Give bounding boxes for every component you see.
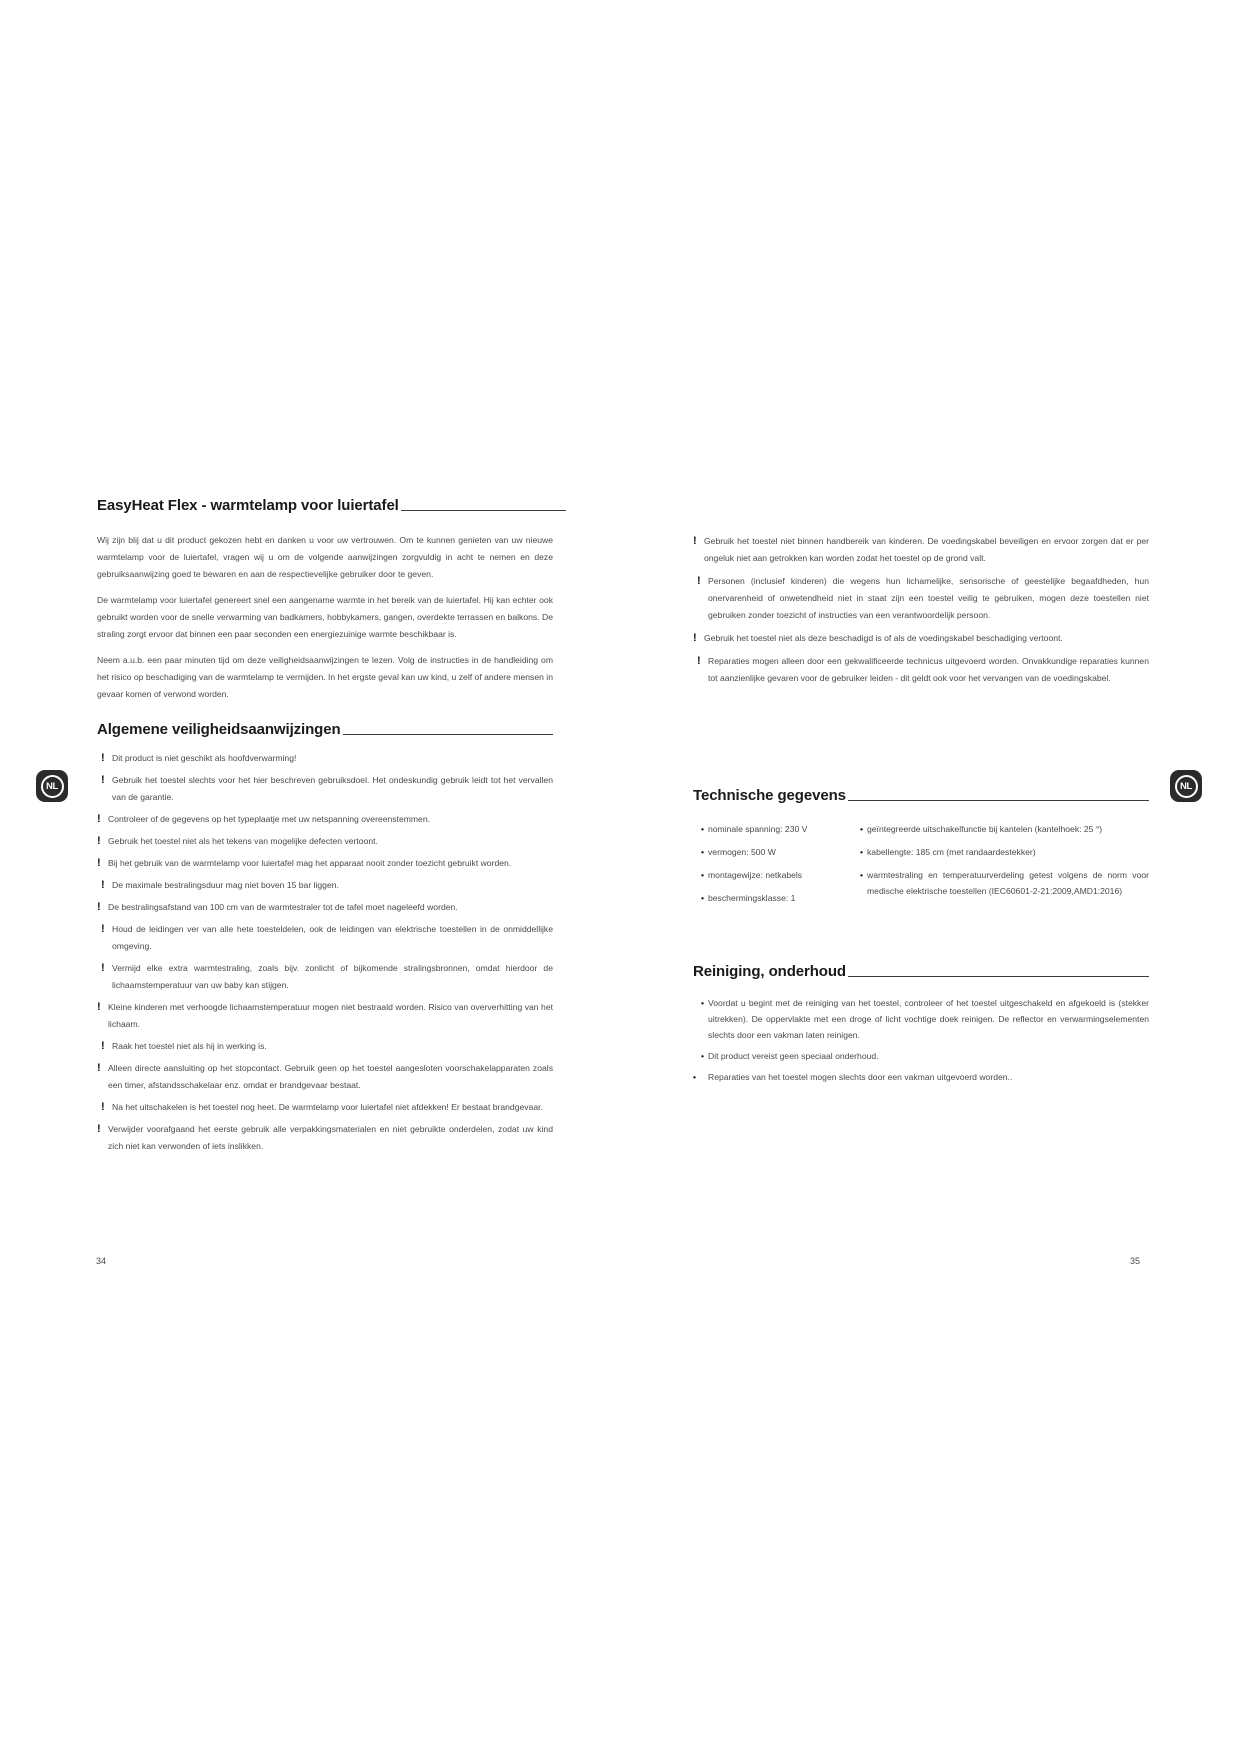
tech-item-text: vermogen: 500 W [708,847,776,857]
warning-icon: ! [101,962,105,974]
tech-item-text: geïntegreerde uitschakelfunctie bij kantelen (kantelhoek: 25 °) [867,824,1103,834]
safety-item [97,1038,553,1055]
safety-section [97,721,553,1160]
safety-item [97,921,553,955]
warning-icon: ! [97,1123,101,1135]
bullet-icon: • [860,870,864,880]
cleaning-item [693,1048,1149,1064]
tech-column [701,821,860,913]
bullet-icon: • [701,824,705,834]
warning-icon: ! [697,655,701,667]
safety-list [97,750,553,1155]
tech-item [701,890,860,906]
cleaning-item-text: Dit product vereist geen speciaal onderhoud. [708,1051,879,1061]
safety-item [97,1099,553,1116]
warning-icon: ! [693,632,697,644]
tech-grid [693,821,1149,913]
page-title: EasyHeat Flex - warmtelamp voor luiertafel [97,497,399,514]
tech-heading: Technische gegevens [693,787,846,804]
cleaning-item [693,1069,1149,1085]
tech-item [860,821,1149,837]
safety-item-text: Verwijder voorafgaand het eerste gebruik alle verpakkingsmaterialen en niet gebruikte onderdelen, zodat uw kind zich niet kan verwonden of iets inslikken. [108,1124,553,1151]
heading-rule [848,800,1149,801]
heading-rule [343,734,553,735]
cleaning-item-text: Reparaties van het toestel mogen slechts door een vakman uitgevoerd worden.. [708,1072,1013,1082]
warning-item [693,533,1149,567]
warning-icon: ! [97,835,101,847]
bullet-icon: • [701,998,705,1008]
warning-icon: ! [101,752,105,764]
safety-item-text: Gebruik het toestel slechts voor het hier beschreven gebruiksdoel. Het ondeskundig gebruik leidt tot het vervallen van de garantie. [112,775,553,802]
heading-rule [848,976,1149,977]
safety-item [97,855,553,872]
intro-paragraph: De warmtelamp voor luiertafel genereert snel een aangename warmte in het bereik van de luiertafel. Hij kan echter ook gebruikt worden voor de snelle verwarming van badkamers, hobbykamers, gangen, overdekte terrassen en balkons. De straling zorgt ervoor dat binnen een paar seconden een energiezuinige warmte beschikbaar is. [97,595,553,639]
tech-item-text: montagewijze: netkabels [708,870,803,880]
cleaning-list [693,995,1149,1085]
safety-item-text: Gebruik het toestel niet als het tekens van mogelijke defecten vertoont. [108,836,378,846]
safety-item [97,960,553,994]
bullet-icon: • [701,893,705,903]
safety-item-text: Raak het toestel niet als hij in werking is. [112,1041,267,1051]
safety-item [97,811,553,828]
tech-item-text: nominale spanning: 230 V [708,824,808,834]
tech-item [860,867,1149,899]
safety-item-text: Kleine kinderen met verhoogde lichaamstemperatuur mogen niet bestraald worden. Risico van oververhitting van het lichaam. [108,1002,553,1029]
safety-item-text: Controleer of de gegevens op het typeplaatje met uw netspanning overeenstemmen. [108,814,430,824]
warning-icon: ! [97,857,101,869]
warning-icon: ! [97,1062,101,1074]
warning-icon: ! [101,774,105,786]
intro-paragraph: Neem a.u.b. een paar minuten tijd om deze veiligheidsaanwijzingen te lezen. Volg de instructies in de handleiding om het risico op beschadiging van de warmtelamp te vermijden. In het ergste geval kan uw kind, u zelf of andere mensen in gevaar komen of verwond worden. [97,655,553,699]
right-warnings-list [693,533,1149,687]
right-page [693,497,1149,1082]
tech-item [860,844,1149,860]
cleaning-item-text: Voordat u begint met de reiniging van het toestel, controleer of het toestel uitgeschakeld en afgekoeld is (stekker uitrekken). De oppervlakte met een droge of licht vochtige doek reinigen. De reflector en verwarmingselementen slechts door een vakman laten reinigen. [708,998,1149,1040]
safety-item-text: Dit product is niet geschikt als hoofdverwarming! [112,753,297,763]
cleaning-heading-row [693,963,1149,980]
warning-icon: ! [697,575,701,587]
warning-icon: ! [101,1040,105,1052]
page-number: 35 [1130,1256,1141,1266]
bullet-icon: • [701,847,705,857]
safety-item-text: Alleen directe aansluiting op het stopcontact. Gebruik geen op het toestel aangesloten voorschakelapparaten zoals een timer, afstandsschakelaar enz. omdat er brandgevaar bestaat. [108,1063,553,1090]
bullet-icon: • [693,1072,697,1082]
warning-item [693,573,1149,624]
tech-item [701,821,860,837]
warning-item-text: Gebruik het toestel niet als deze beschadigd is of als de voedingskabel beschadiging vertoont. [704,633,1063,643]
bullet-icon: • [860,824,864,834]
warning-icon: ! [97,813,101,825]
cleaning-item [693,995,1149,1043]
warning-icon: ! [693,535,697,547]
title-row [97,497,553,514]
warning-icon: ! [101,1101,105,1113]
safety-item [97,999,553,1033]
tech-item-text: kabellengte: 185 cm (met randaardestekker) [867,847,1036,857]
language-badge-label: NL [41,775,64,798]
warning-item [693,630,1149,647]
left-page [97,497,553,1151]
safety-item-text: Bij het gebruik van de warmtelamp voor luiertafel mag het apparaat nooit zonder toezicht gebruikt worden. [108,858,512,868]
warning-icon: ! [97,901,101,913]
tech-heading-row [693,787,1149,804]
safety-item-text: Vermijd elke extra warmtestraling, zoals bijv. zonlicht of bijkomende stralingsbronnen, omdat hierdoor de lichaamstemperatuur van uw baby kan stijgen. [112,963,553,990]
warning-icon: ! [101,923,105,935]
safety-item-text: Na het uitschakelen is het toestel nog heet. De warmtelamp voor luiertafel niet afdekken! Er bestaat brandgevaar. [112,1102,543,1112]
safety-item [97,1121,553,1155]
bullet-icon: • [701,870,705,880]
safety-item-text: De maximale bestralingsduur mag niet boven 15 bar liggen. [112,880,339,890]
bullet-icon: • [701,1051,705,1061]
intro-paragraph: Wij zijn blij dat u dit product gekozen hebt en danken u voor uw vertrouwen. Om te kunnen genieten van uw nieuwe warmtelamp voor de luiertafel, vragen wij u om de volgende aanwijzingen zorgvuldig in acht te nemen en deze gebruiksaanwijzing goed te bewaren en aan de respectievelijke gebruiker door te geven. [97,535,553,579]
language-badge-label: NL [1175,775,1198,798]
warning-item-text: Gebruik het toestel niet binnen handbereik van kinderen. De voedingskabel beveiligen en ervoor zorgen dat er per ongeluk niet aan getrokken kan worden zodat het toestel op de grond valt. [704,536,1149,563]
language-badge [36,770,68,802]
tech-item-text: beschermingsklasse: 1 [708,893,796,903]
tech-item-text: warmtestraling en temperatuurverdeling getest volgens de norm voor medische elektrische toestellen (IEC60601-2-21:2009,AMD1:2016) [867,870,1149,896]
warning-icon: ! [97,1001,101,1013]
warning-item-text: Reparaties mogen alleen door een gekwalificeerde technicus uitgevoerd worden. Onvakkundige reparaties kunnen tot aanzienlijke gevaren voor de gebruiker leiden - dit geldt ook voor het vervangen van de voedingskabel. [708,656,1149,683]
safety-item [97,833,553,850]
safety-item-text: De bestralingsafstand van 100 cm van de warmtestraler tot de tafel moet nageleefd worden. [108,902,458,912]
safety-item [97,877,553,894]
safety-item [97,772,553,806]
safety-item-text: Houd de leidingen ver van alle hete toesteldelen, ook de leidingen van elektrische toestellen in de onmiddellijke omgeving. [112,924,553,951]
safety-heading-row [97,721,553,738]
tech-column [860,821,1149,913]
cleaning-section [693,963,1149,1090]
safety-item [97,750,553,767]
safety-heading: Algemene veiligheidsaanwijzingen [97,721,341,738]
safety-item [97,1060,553,1094]
warning-item [693,653,1149,687]
title-rule [401,510,566,511]
cleaning-heading: Reiniging, onderhoud [693,963,846,980]
safety-item [97,899,553,916]
tech-item [701,844,860,860]
intro-section [97,532,553,703]
tech-item [701,867,860,883]
language-badge [1170,770,1202,802]
warning-item-text: Personen (inclusief kinderen) die wegens hun lichamelijke, sensorische of geestelijke begaafdheden, hun onervarenheid of onwetendheid niet in staat zijn een toestel veilig te gebruiken, mogen deze toestellen niet gebruiken zonder toezicht of instructies van een verantwoordelijk persoon. [708,576,1149,620]
page-number: 34 [96,1256,107,1266]
tech-section [693,787,1149,913]
bullet-icon: • [860,847,864,857]
warning-icon: ! [101,879,105,891]
